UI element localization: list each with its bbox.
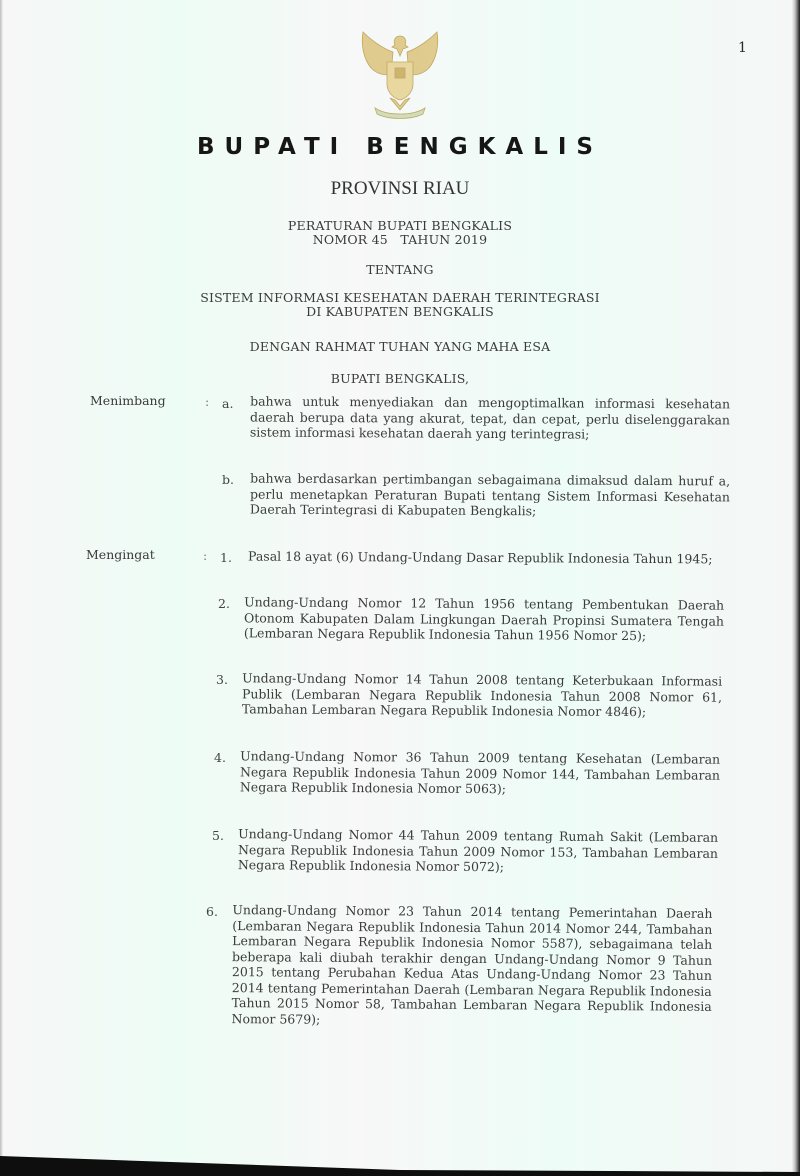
mengingat-item-2: Undang-Undang Nomor 12 Tahun 1956 tentang Pembentukan Daerah Otonom Kabupaten Dalam Lingkungan Daerah Propinsi Sumatera Tengah (Lembaran Negara Republik Indonesia Tahun 1956 Nomor 25); <box>243 594 725 644</box>
mengingat-marker-2: 2. <box>218 596 230 611</box>
garuda-emblem-icon <box>357 28 443 124</box>
subject-line-1: SISTEM INFORMASI KESEHATAN DAERAH TERINTEGRASI <box>200 290 600 305</box>
regulation-title: PERATURAN BUPATI BENGKALIS <box>287 218 513 233</box>
mengingat-colon: : <box>203 548 208 563</box>
mengingat-item-4: Undang-Undang Nomor 36 Tahun 2009 tentang Kesehatan (Lembaran Negara Republik Indonesia Tahun 2009 Nomor 144, Tambahan Lembaran Negara Republik Indonesia Nomor 5063); <box>239 748 721 797</box>
province-name: PROVINSI RIAU <box>330 178 470 199</box>
scan-left-edge <box>0 0 3 1176</box>
menimbang-label: Menimbang <box>90 393 166 408</box>
mengingat-label: Mengingat <box>86 547 155 562</box>
menimbang-colon: : <box>205 394 210 409</box>
mengingat-item-5: Undang-Undang Nomor 44 Tahun 2009 tentang Rumah Sakit (Lembaran Negara Republik Indonesia Tahun 2009 Nomor 153, Tambahan Lembaran Negara Republik Indonesia Nomor 5072); <box>237 826 719 875</box>
mengingat-marker-6: 6. <box>206 904 218 919</box>
scan-right-edge <box>792 0 800 1176</box>
subject-line-2: DI KABUPATEN BENGKALIS <box>306 304 494 319</box>
menimbang-marker-b: b. <box>222 472 234 487</box>
menimbang-marker-a: a. <box>222 396 234 411</box>
menimbang-item-b: bahwa berdasarkan pertimbangan sebagaimana dimaksud dalam huruf a, perlu menetapkan Peraturan Bupati tentang Sistem Informasi Kesehatan Daerah Terintegrasi di Kabupaten Bengkalis; <box>249 470 731 519</box>
about-heading: TENTANG <box>366 262 434 277</box>
document-title: BUPATI BENGKALIS <box>197 134 603 160</box>
page-number: 1 <box>738 40 747 56</box>
mengingat-marker-4: 4. <box>214 750 226 765</box>
mengingat-marker-3: 3. <box>216 672 228 687</box>
mengingat-marker-5: 5. <box>212 828 224 843</box>
mengingat-item-1: Pasal 18 ayat (6) Undang-Undang Dasar Republik Indonesia Tahun 1945; <box>247 548 713 567</box>
mengingat-item-3: Undang-Undang Nomor 14 Tahun 2008 tentang Keterbukaan Informasi Publik (Lembaran Negara Republik Indonesia Tahun 2008 Nomor 61, Tambahan Lembaran Negara Republik Indonesia Nomor 4846); <box>241 670 723 720</box>
mengingat-item-6: Undang-Undang Nomor 23 Tahun 2014 tentang Pemerintahan Daerah (Lembaran Negara Republik Indonesia Tahun 2014 Nomor 244, Tambahan Lembaran Negara Republik Indonesia Nomor 5587), sebagaimana telah beberapa kali diubah terakhir dengan Undang-Undang Nomor 9 Tahun 2015 tentang Perubahan Kedua Atas Undang-Undang Nomor 23 Tahun 2014 tentang Pemerintahan Daerah (Lembaran Negara Republik Indonesia Tahun 2015 Nomor 58, Tambahan Lembaran Negara Republik Indonesia Nomor 5679); <box>231 902 713 1027</box>
authority: BUPATI BENGKALIS, <box>330 371 470 386</box>
menimbang-item-a: bahwa untuk menyediakan dan mengoptimalkan informasi kesehatan daerah berupa data yang akurat, tepat, dan cepat, perlu diselenggarakan sistem informasi kesehatan daerah yang terintegrasi; <box>249 393 731 442</box>
mengingat-marker-1: 1. <box>220 550 232 565</box>
regulation-number: NOMOR 45 TAHUN 2019 <box>312 232 488 247</box>
invocation: DENGAN RAHMAT TUHAN YANG MAHA ESA <box>249 339 551 354</box>
